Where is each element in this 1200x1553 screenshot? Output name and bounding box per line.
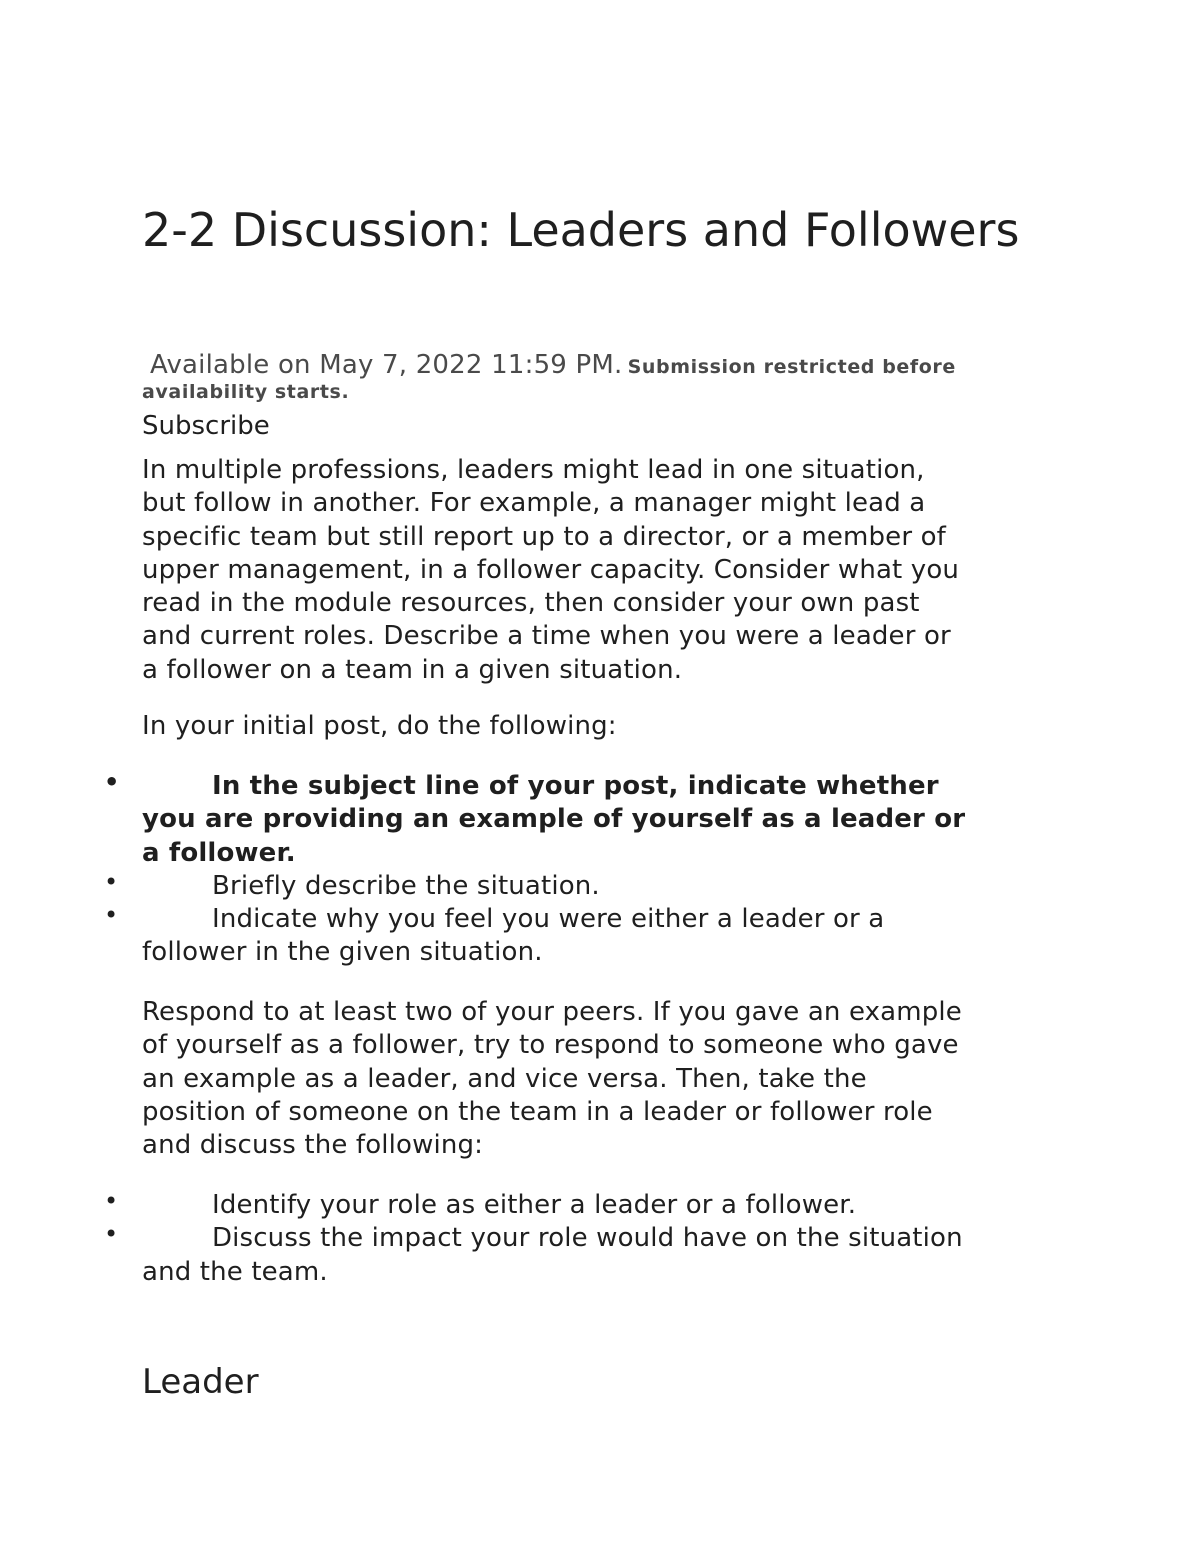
- intro-line: a follower on a team in a given situation.: [142, 654, 683, 685]
- respond-line: an example as a leader, and vice versa. Then, take the: [142, 1063, 867, 1094]
- availability-date: Available on May 7, 2022 11:59 PM.: [150, 350, 623, 380]
- list-item: • Indicate why you feel you were either a leader or a follower in the given situation.: [104, 901, 885, 968]
- subscribe-link[interactable]: Subscribe: [142, 411, 270, 441]
- respond-list: [104, 1189, 1064, 1289]
- bullet-icon: •: [104, 1187, 119, 1215]
- bullet-icon: •: [104, 867, 119, 896]
- respond-line: and discuss the following:: [142, 1130, 484, 1161]
- bullet-icon: •: [104, 1220, 119, 1249]
- bullet-icon: •: [104, 901, 119, 930]
- respond-line: Respond to at least two of your peers. If you gave an example: [142, 997, 962, 1027]
- respond-paragraph: [142, 996, 1062, 1162]
- intro-paragraph: [142, 454, 1062, 687]
- list-item: • Identify your role as either a leader or a follower.: [104, 1187, 857, 1220]
- respond-line: of yourself as a follower, try to respond to someone who gave: [142, 1030, 959, 1061]
- intro-line: but follow in another. For example, a manager might lead a: [142, 488, 926, 519]
- intro-line: specific team but still report up to a director, or a member of: [142, 521, 946, 552]
- intro-line: read in the module resources, then consider your own past: [142, 588, 920, 619]
- respond-line: position of someone on the team in a leader or follower role: [142, 1096, 933, 1127]
- list-item: • Briefly describe the situation.: [104, 867, 600, 901]
- intro-line: In multiple professions, leaders might lead in one situation,: [142, 455, 925, 485]
- page-title: 2-2 Discussion: Leaders and Followers: [142, 203, 1020, 257]
- bullet-icon: •: [104, 768, 120, 796]
- intro-line: and current roles. Describe a time when you were a leader or: [142, 621, 951, 652]
- availability-note-line1: Submission restricted before: [627, 356, 956, 378]
- list-item: • In the subject line of your post, indicate whether you are providing an example of yourself as a leader or a follower.: [104, 768, 966, 868]
- availability-note-line2: availability starts.: [142, 381, 350, 403]
- initial-post-label: In your initial post, do the following:: [142, 711, 617, 741]
- section-heading: Leader: [142, 1362, 259, 1402]
- availability-info: [142, 352, 1042, 403]
- intro-line: upper management, in a follower capacity. Consider what you: [142, 554, 960, 585]
- initial-post-list: [104, 770, 1064, 970]
- list-item: • Discuss the impact your role would have on the situation and the team.: [104, 1220, 963, 1287]
